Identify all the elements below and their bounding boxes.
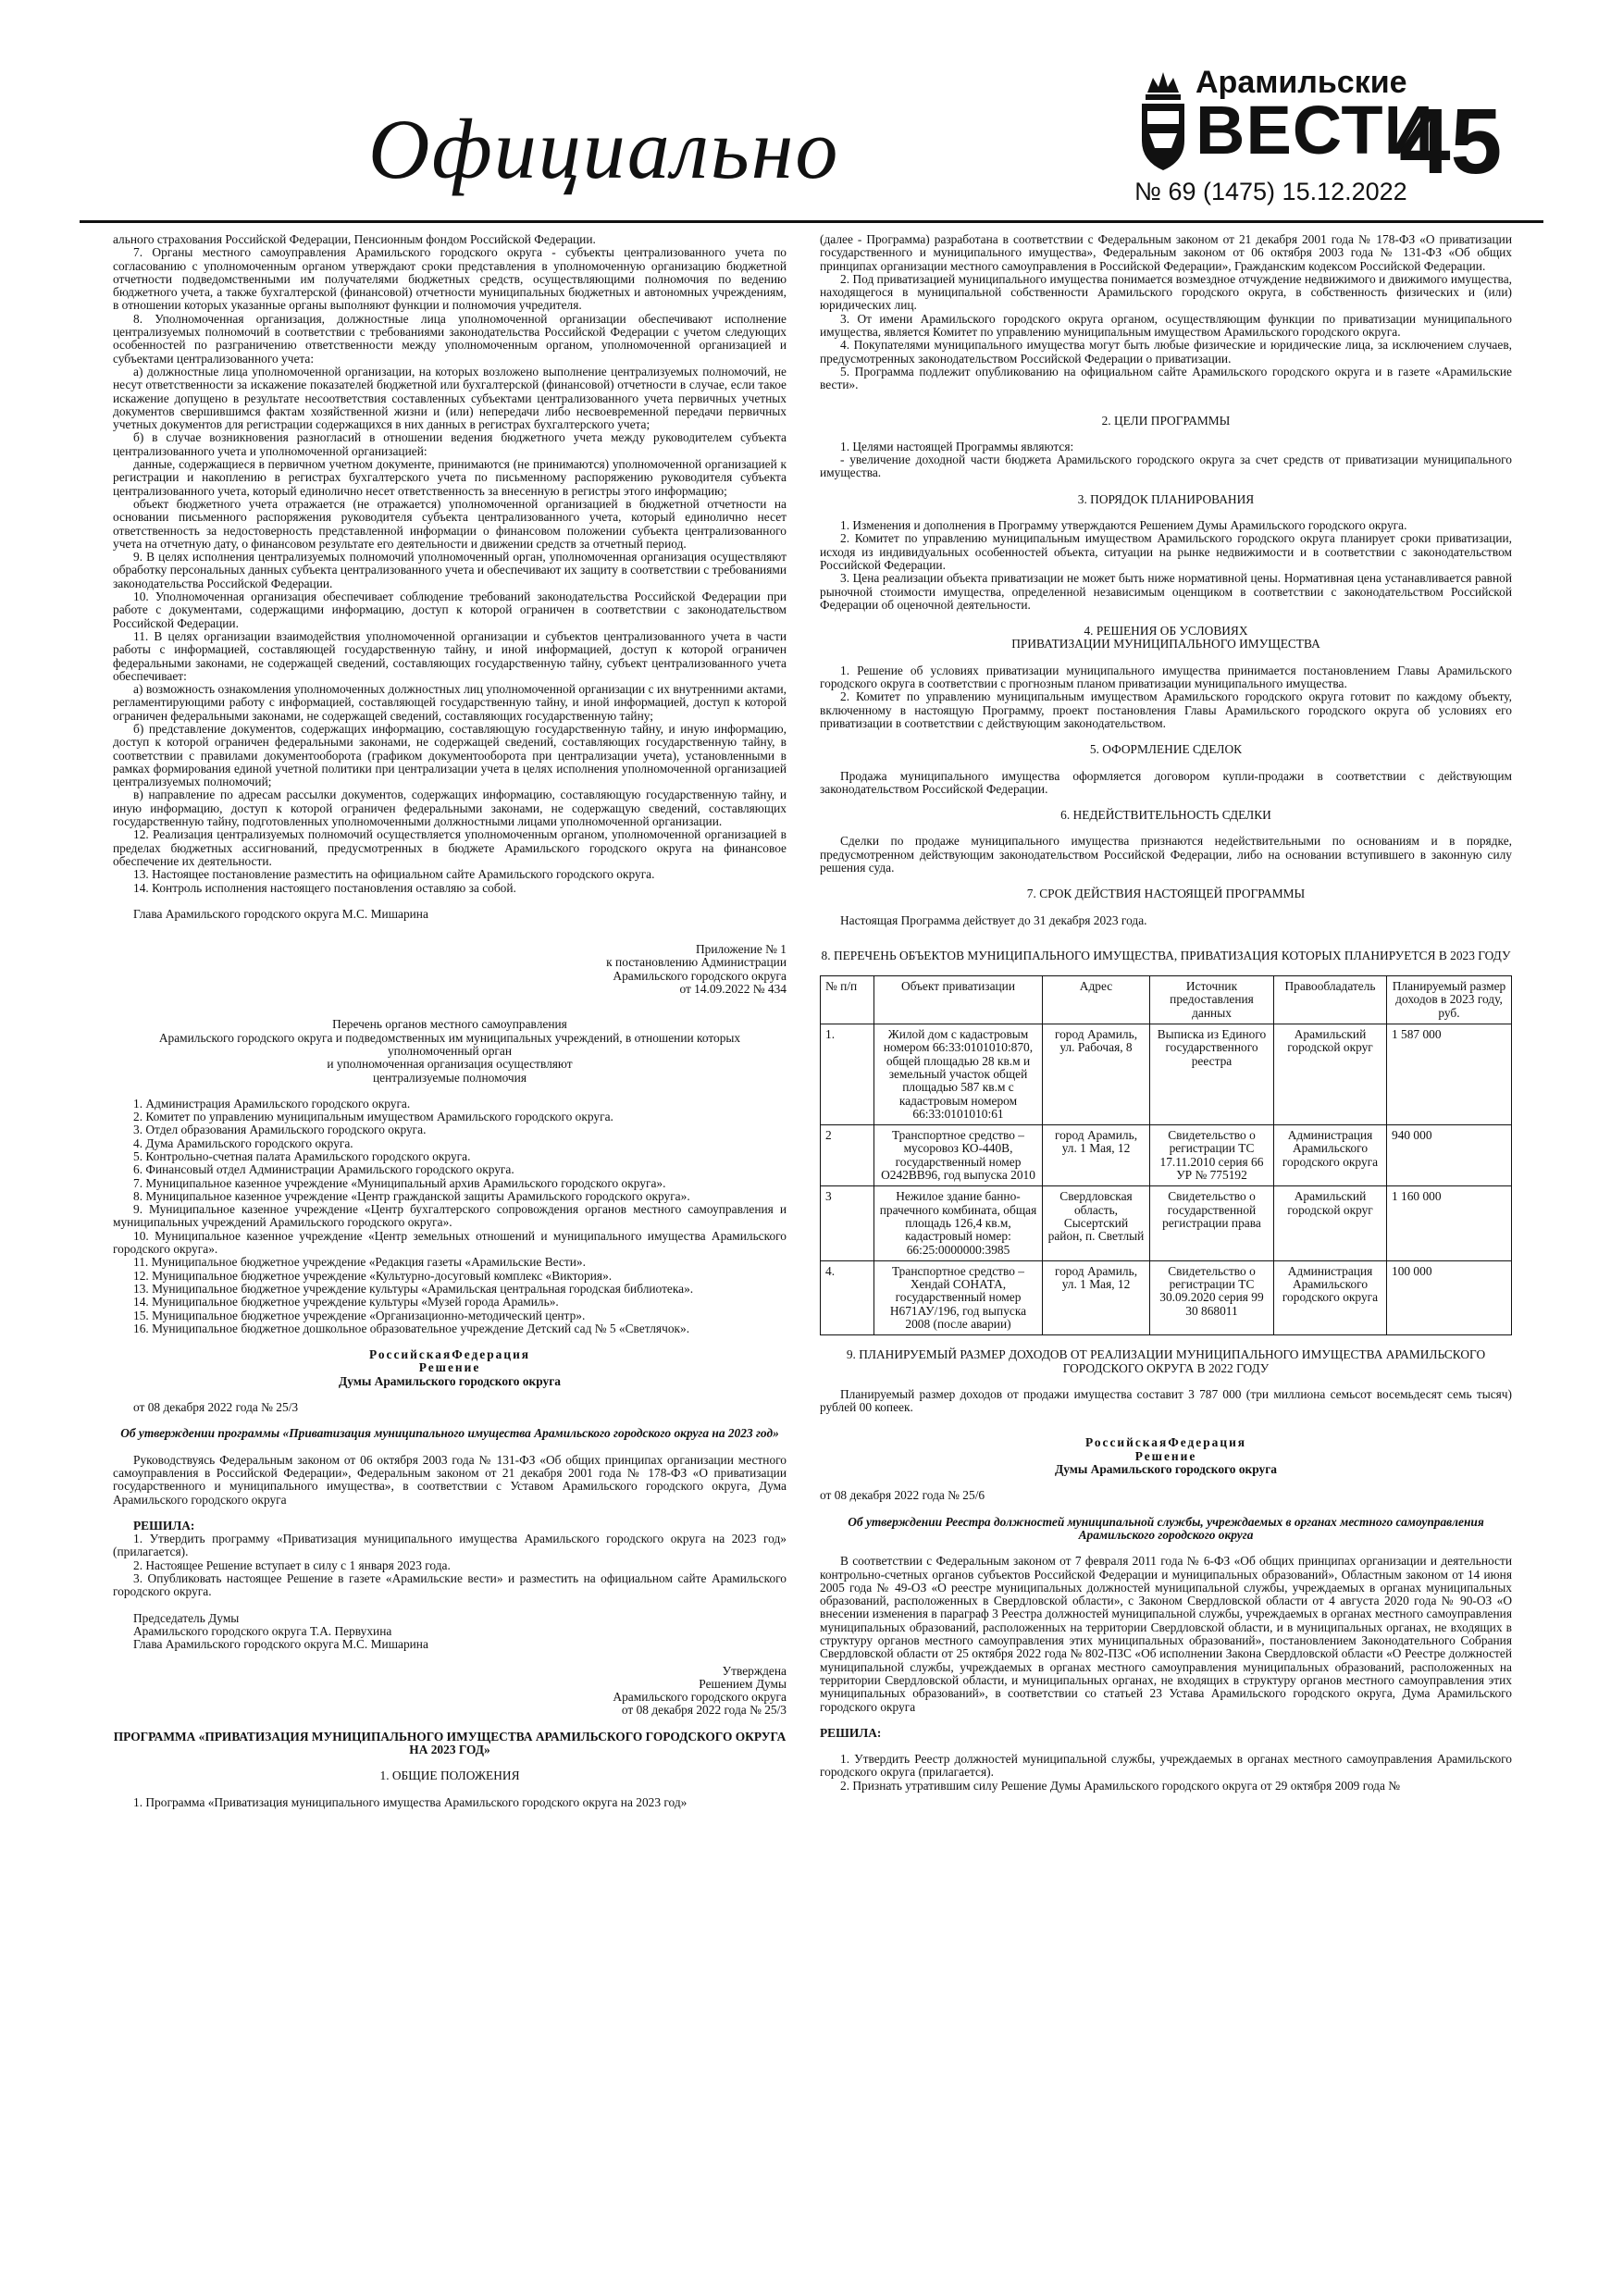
appendix-line: к постановлению Администрации <box>606 955 787 970</box>
paragraph: 14. Контроль исполнения настоящего постановления оставляю за собой. <box>133 880 516 895</box>
paragraph: 2. Под приватизацией муниципального имущества понимается возмездное отчуждение недвижимого и движимого имущества, находящегося в муниципальной собственности Арамильского городского округа, в собственность физических и (или) юридических лиц. <box>820 271 1512 313</box>
paragraph: 3. От имени Арамильского городского округа органом, осуществляющим функции по приватизации муниципального имущества, является Комитет по управлению муниципальным имуществом Арамильского городского округа. <box>820 311 1512 340</box>
duma-heading: Думы Арамильского городского округа <box>339 1373 561 1388</box>
table-cell: Администрация Арамильского городского округа <box>1274 1125 1387 1186</box>
paragraph: 2. Настоящее Решение вступает в силу с 1 января 2023 года. <box>133 1558 451 1572</box>
table-row <box>821 1024 1512 1125</box>
appendix-line: Приложение № 1 <box>695 942 787 957</box>
approval-line: Утверждена <box>722 1663 787 1678</box>
list-item: 16. Муниципальное бюджетное дошкольное образовательное учреждение Детский сад № 5 «Светлячок». <box>133 1321 690 1335</box>
paragraph: 1. Программа «Приватизация муниципального имущества Арамильского городского округа на 2023 год» <box>133 1794 688 1809</box>
signature: Председатель Думы <box>133 1610 240 1625</box>
list-title: Арамильского городского округа и подведомственных им муниципальных учреждений, в отношении которых уполномоченный орган <box>158 1030 741 1058</box>
table-cell: 1 160 000 <box>1387 1186 1512 1260</box>
decision-heading: Решение <box>418 1360 481 1375</box>
table-cell: Свидетельство о регистрации ТС 30.09.2020 серия 99 30 868011 <box>1150 1260 1274 1334</box>
list-item: 2. Комитет по управлению муниципальным имуществом Арамильского городского округа. <box>133 1110 613 1124</box>
masthead <box>0 0 1623 227</box>
paragraph: (далее - Программа) разработана в соответствии с Федеральным законом от 21 декабря 2001 года № 178-ФЗ «О приватизации государственного и муниципального имущества», Федеральным законом от 06 октября 2003 года № 131-ФЗ «Об общих принципах организации местного самоуправления в Российской Федерации», Гражданским кодексом Российской Федерации. <box>820 232 1512 273</box>
section-heading: 2. ЦЕЛИ ПРОГРАММЫ <box>1101 413 1231 428</box>
section-heading: 7. СРОК ДЕЙСТВИЯ НАСТОЯЩЕЙ ПРОГРАММЫ <box>1026 887 1306 901</box>
paragraph: 1. Целями настоящей Программы являются: <box>840 439 1074 453</box>
list-title: централизуемые полномочия <box>373 1070 527 1085</box>
list-title: Перечень органов местного самоуправления <box>332 1017 567 1032</box>
table-row <box>821 1260 1512 1334</box>
table-cell: Нежилое здание банно-прачечного комбината, общая площадь 126,4 кв.м, кадастровый номер: 66:25:0000000:3985 <box>874 1186 1043 1260</box>
signature: Глава Арамильского городского округа М.С. Мишарина <box>133 1637 428 1652</box>
table-header-cell: Адрес <box>1043 976 1150 1024</box>
table-header-cell: Правообладатель <box>1274 976 1387 1024</box>
list-item: 5. Контрольно-счетная палата Арамильского городского округа. <box>133 1149 471 1163</box>
list-item: 13. Муниципальное бюджетное учреждение культуры «Арамильская центральная городская библиотека». <box>133 1281 694 1296</box>
table-cell: 2 <box>821 1125 874 1186</box>
section-heading: 3. ПОРЯДОК ПЛАНИРОВАНИЯ <box>1077 491 1255 506</box>
issue-number: № 69 (1475) 15.12.2022 <box>1134 178 1407 205</box>
paragraph: Настоящая Программа действует до 31 декабря 2023 года. <box>840 912 1147 927</box>
list-item: 7. Муниципальное казенное учреждение «Муниципальный архив Арамильского городского округа». <box>133 1175 666 1190</box>
duma-heading: Думы Арамильского городского округа <box>1055 1462 1277 1477</box>
newspaper-logo <box>1134 65 1434 176</box>
resolved-heading: РЕШИЛА: <box>820 1725 882 1740</box>
decision-subject: Об утверждении программы «Приватизация муниципального имущества Арамильского городского округа на 2023 год» <box>120 1426 779 1441</box>
paragraph: - увеличение доходной части бюджета Арамильского городского округа за счет средств от приватизации муниципального имущества. <box>820 453 1512 480</box>
list-item: 15. Муниципальное бюджетное учреждение «Организационно-методический центр». <box>133 1308 586 1322</box>
coat-of-arms-icon <box>1134 65 1192 176</box>
section-heading: 1. ОБЩИЕ ПОЛОЖЕНИЯ <box>379 1769 520 1783</box>
table-header-cell: Объект приватизации <box>874 976 1043 1024</box>
page-number: 45 <box>1399 90 1503 193</box>
paragraph: 4. Покупателями муниципального имущества могут быть любые физические и юридические лица, за исключением случаев, предусмотренных законодательством Российской Федерации о приватизации. <box>820 338 1512 366</box>
paragraph: ального страхования Российской Федерации, Пенсионным фондом Российской Федерации. <box>113 232 596 246</box>
table-header-cell: Источник предоставления данных <box>1150 976 1274 1024</box>
brand-top: Арамильские <box>1196 65 1407 100</box>
paragraph: 13. Настоящее постановление разместить на официальном сайте Арамильского городского округа. <box>133 867 655 882</box>
list-item: 11. Муниципальное бюджетное учреждение «Редакция газеты «Арамильские Вести». <box>133 1255 586 1270</box>
table-cell: город Арамиль, ул. Рабочая, 8 <box>1043 1024 1150 1125</box>
table-cell: 1. <box>821 1024 874 1125</box>
paragraph: 2. Комитет по управлению муниципальным имуществом Арамильского городского округа готовит по каждому объекту, включенному в настоящую Программу, проект постановления Главы Арамильского городского округа об условиях его приватизации в соответствии с действующим законодательством. <box>820 689 1512 730</box>
decision-heading: Решение <box>1134 1448 1197 1463</box>
paragraph: 1. Изменения и дополнения в Программу утверждаются Решением Думы Арамильского городского округа. <box>840 518 1407 533</box>
table-row <box>821 1186 1512 1260</box>
table-cell: город Арамиль, ул. 1 Мая, 12 <box>1043 1125 1150 1186</box>
paragraph: 2. Комитет по управлению муниципальным имуществом Арамильского городского округа планирует сроки приватизации, исходя из индивидуальных особенностей объекта, ситуации на рынке недвижимости и в соответствии с законодательством Российской Федерации. <box>820 531 1512 572</box>
section-heading: 6. НЕДЕЙСТВИТЕЛЬНОСТЬ СДЕЛКИ <box>1060 808 1271 823</box>
paragraph: В соответствии с Федеральным законом от 7 февраля 2011 года № 6-ФЗ «Об общих принципах организации и деятельности контрольно-счетных органов субъектов Российской Федерации и муниципальных образований», Областным законом от 14 июня 2005 года № 49-ОЗ «О реестре муниципальных должностей муниципальной службы, учреждаемых в органах муниципальных образований, расположенных в Свердловской области», с Законом Свердловской области от 4 августа 2020 года № 90-ОЗ «О внесении изменения в параграф 3 Реестра должностей муниципальной службы, учреждаемых в органах местного самоуправления муниципальных образований, расположенных на территории Свердловской области, и в муниципальных органах, не входящих в структуру органов местного самоуправления этих муниципальных образований», постановлением Законодательного Собрания Свердловской области от 25 октября 2022 года № 802-ПЗС «Об исполнении Закона Свердловской области «О Реестре должностей муниципальной службы, учреждаемых в органах местного самоуправления муниципальных образований, расположенных на территории Свердловской области, и муниципальных органах, не входящих в структуру органов местного самоуправления этих муниципальных образований», в соответствии со статьей 23 Устава Арамильского городского округа, Дума Арамильского городского округа <box>820 1554 1512 1714</box>
section-heading: 8. ПЕРЕЧЕНЬ ОБЪЕКТОВ МУНИЦИПАЛЬНОГО ИМУЩЕСТВА, ПРИВАТИЗАЦИЯ КОТОРЫХ ПЛАНИРУЕТСЯ В 2023 ГОДУ <box>821 948 1511 962</box>
decision-date: от 08 декабря 2022 года № 25/3 <box>133 1400 299 1415</box>
paragraph: Продажа муниципального имущества оформляется договором купли-продажи в соответствии с действующим законодательством Российской Федерации. <box>820 768 1512 796</box>
table-cell: Транспортное средство – мусоровоз КО-440В, государственный номер О242ВВ96, год выпуска 2010 <box>874 1125 1043 1186</box>
list-item: 10. Муниципальное казенное учреждение «Центр земельных отношений и муниципального имущества Арамильского городского округа». <box>113 1228 787 1257</box>
paragraph: Руководствуясь Федеральным законом от 06 октября 2003 года № 131-ФЗ «Об общих принципах организации местного самоуправления в Российской Федерации», Федеральным законом от 21 декабря 2001 года № 178-ФЗ «О приватизации государственного и муниципального имущества», в соответствии с Уставом Арамильского городского округа, Дума Арамильского городского округа <box>113 1452 787 1507</box>
paragraph: б) в случае возникновения разногласий в отношении ведения бюджетного учета между руководителем субъекта централизованного учета и уполномоченной организацией: <box>113 430 787 458</box>
paragraph: 9. В целях исполнения централизуемых полномочий уполномоченный орган, уполномоченная организация осуществляют обработку персональных данных субъекта централизованного учета и обеспечивают их защиту в соответствии с требованиями законодательства Российской Федерации. <box>113 550 787 590</box>
approval-line: Решением Думы <box>699 1676 787 1691</box>
table-cell: Выписка из Единого государственного реестра <box>1150 1024 1274 1125</box>
country-heading: РоссийскаяФедерация <box>368 1347 531 1362</box>
header-divider <box>80 220 1543 223</box>
section-heading: 4. РЕШЕНИЯ ОБ УСЛОВИЯХ <box>1084 624 1248 639</box>
section-title: Официально <box>368 102 840 196</box>
paragraph: данные, содержащиеся в первичном учетном документе, принимаются (не принимаются) уполномоченной организацией к регистрации и накоплению в регистрах бухгалтерского учета по письменному распоряжению руководителя субъекта централизованного учета, который единолично несет ответственность за внесенную в регистры этого информацию; <box>113 457 787 498</box>
list-item: 9. Муниципальное казенное учреждение «Центр бухгалтерского сопровождения органов местного самоуправления и муниципальных учреждений Арамильского городского округа». <box>113 1202 787 1230</box>
decision-date: от 08 декабря 2022 года № 25/6 <box>820 1488 985 1503</box>
paragraph: 1. Решение об условиях приватизации муниципального имущества принимается постановлением Главы Арамильского городского округа в соответствии с прогнозным планом приватизации муниципального имущества. <box>820 663 1512 691</box>
table-cell: Свердловская область, Сысертский район, п. Светлый <box>1043 1186 1150 1260</box>
list-item: 1. Администрация Арамильского городского округа. <box>133 1096 411 1111</box>
table-cell: 3 <box>821 1186 874 1260</box>
table-cell: Жилой дом с кадастровым номером 66:33:0101010:870, общей площадью 28 кв.м и земельный участок общей площадью 587 кв.м с кадастровым номером 66:33:0101010:61 <box>874 1024 1043 1125</box>
table-cell: Транспортное средство – Хендай СОНАТА, государственный номер Н671АУ/196, год выпуска 2008 (после аварии) <box>874 1260 1043 1334</box>
table-cell: 1 587 000 <box>1387 1024 1512 1125</box>
list-title: и уполномоченная организация осуществляют <box>327 1057 573 1072</box>
appendix-line: Арамильского городского округа <box>613 968 787 983</box>
paragraph: 7. Органы местного самоуправления Арамильского городского округа - субъекты централизованного учета по согласованию с уполномоченным органом утверждают сроки представления в уполномоченную организацию бюджетной отчетности подведомственными им получателями бюджетных средств, осуществляющими полномочия по ведению бюджетного учета, а также бухгалтерской (финансовой) отчетности муниципальных бюджетных и автономных учреждениям, в отношении которых указанные органы выполняют функции и полномочия учредителя. <box>113 245 787 313</box>
list-item: 12. Муниципальное бюджетное учреждение «Культурно-досуговый комплекс «Виктория». <box>133 1268 613 1283</box>
list-item: 4. Дума Арамильского городского округа. <box>133 1136 353 1150</box>
paragraph: 10. Уполномоченная организация обеспечивает соблюдение требований законодательства Российской Федерации при работе с документами, содержащими информацию, доступ к которой ограничен в соответствии с законодательством Российской Федерации. <box>113 590 787 630</box>
paragraph: 11. В целях организации взаимодействия уполномоченной организации и субъектов централизованного учета в части работы с информацией, составляющей государственную тайну, и иной информацией, доступ к которой ограничен федеральными законами, не содержащей сведений, составляющих государственную тайну, субъект централизованного учета обеспечивает: <box>113 628 787 683</box>
table-cell: 100 000 <box>1387 1260 1512 1334</box>
list-item: 8. Муниципальное казенное учреждение «Центр гражданской защиты Арамильского городского округа». <box>133 1188 690 1203</box>
paragraph: 3. Опубликовать настоящее Решение в газете «Арамильские вести» и разместить на официальном сайте Арамильского городского округа. <box>113 1571 787 1599</box>
appendix-line: от 14.09.2022 № 434 <box>679 982 787 997</box>
table-cell: Арамильский городской округ <box>1274 1024 1387 1125</box>
left-column <box>113 233 787 1809</box>
brand-main: ВЕСТИ <box>1196 92 1434 168</box>
section-heading: 9. ПЛАНИРУЕМЫЙ РАЗМЕР ДОХОДОВ ОТ РЕАЛИЗАЦИИ МУНИЦИПАЛЬНОГО ИМУЩЕСТВА АРАМИЛЬСКОГО ГОРОДСКОГО ОКРУГА В 2022 ГОДУ <box>846 1347 1486 1375</box>
paragraph: объект бюджетного учета отражается (не отражается) уполномоченной организацией в бюджетной отчетности на основании письменного распоряжения руководителя субъекта централизованного учета, который единолично несет ответственность за недостоверность представленной информации о финансовом положении субъекта централизованного учета на отчетную дату, о финансовом результате его деятельности и движении средств за отчетный период. <box>113 496 787 551</box>
paragraph: а) должностные лица уполномоченной организации, на которых возложено выполнение централизуемых полномочий, не несут ответственности за искажение показателей бюджетной или бухгалтерской (финансовой) отчетности в случае, если такое искажение допущено в результате несоответствия составленных субъектами централизованного учета первичных учетных документов свершившимся фактам хозяйственной жизни и (или) непередачи либо несвоевременной передачи первичных учетных документов для регистрации содержащихся в них данных в регистрах бухгалтерского учета; <box>113 364 787 432</box>
section-heading: 5. ОФОРМЛЕНИЕ СДЕЛОК <box>1089 742 1243 757</box>
right-column <box>820 233 1512 1793</box>
paragraph: 5. Программа подлежит опубликованию на официальном сайте Арамильского городского округа и в газете «Арамильские вести». <box>820 364 1512 392</box>
decision-subject: Об утверждении Реестра должностей муниципальной службы, учреждаемых в органах местного самоуправления Арамильского городского округа <box>848 1514 1484 1542</box>
table-header-cell: № п/п <box>821 976 874 1024</box>
signature: Глава Арамильского городского округа М.С. Мишарина <box>133 906 428 921</box>
table-cell: 940 000 <box>1387 1125 1512 1186</box>
objects-table <box>820 975 1512 1335</box>
table-header-cell: Планируемый размер доходов в 2023 году, руб. <box>1387 976 1512 1024</box>
paragraph: Сделки по продаже муниципального имущества признаются недействительными по основаниям и в порядке, предусмотренном действующим законодательством Российской Федерации, либо на основании вступившего в законную силу решения суда. <box>820 834 1512 875</box>
paragraph: 1. Утвердить Реестр должностей муниципальной службы, учреждаемых в органах местного самоуправления Арамильского городского округа (прилагается). <box>820 1752 1512 1780</box>
program-title: ПРОГРАММА «ПРИВАТИЗАЦИЯ МУНИЦИПАЛЬНОГО ИМУЩЕСТВА АРАМИЛЬСКОГО ГОРОДСКОГО ОКРУГА НА 2023 ГОД» <box>113 1729 787 1756</box>
table-cell: Администрация Арамильского городского округа <box>1274 1260 1387 1334</box>
paragraph: Планируемый размер доходов от продажи имущества составит 3 787 000 (три миллиона семьсот восемьдесят семь тысяч) рублей 00 копеек. <box>820 1386 1512 1415</box>
paragraph: а) возможность ознакомления уполномоченных должностных лиц уполномоченной организации с их внутренними актами, регламентирующими работу с информацией, составляющей государственную тайну, и иной информацией, доступ к которой ограничен федеральными законами, не содержащей сведений, составляющих государственную тайну; <box>113 682 787 723</box>
list-item: 3. Отдел образования Арамильского городского округа. <box>133 1123 427 1137</box>
table-cell: 4. <box>821 1260 874 1334</box>
section-heading: ПРИВАТИЗАЦИИ МУНИЦИПАЛЬНОГО ИМУЩЕСТВА <box>1011 637 1320 652</box>
list-item: 6. Финансовый отдел Администрации Арамильского городского округа. <box>133 1162 514 1177</box>
paragraph: 8. Уполномоченная организация, должностные лица уполномоченной организации обеспечивают исполнение централизуемых полномочий в соответствии с требованиями законодательства Российской Федерации с учетом следующих особенностей по разграничению ответственности между уполномоченным органом, уполномоченной организацией и субъектами централизованного учета: <box>113 311 787 366</box>
approval-line: от 08 декабря 2022 года № 25/3 <box>621 1703 787 1718</box>
paragraph: 12. Реализация централизуемых полномочий осуществляется уполномоченным органом, уполномоченной организацией в пределах бюджетных ассигнований, предусмотренных в бюджете Арамильского городского округа на финансовое обеспечение их деятельности. <box>113 827 787 868</box>
list-item: 14. Муниципальное бюджетное учреждение культуры «Музей города Арамиль». <box>133 1295 559 1309</box>
paragraph: 3. Цена реализации объекта приватизации не может быть ниже нормативной цены. Нормативная цена устанавливается равной рыночной стоимости имущества, определенной независимым оценщиком в соответствии с законодательством Российской Федерации об оценочной деятельности. <box>820 571 1512 612</box>
paragraph: 2. Признать утратившим силу Решение Думы Арамильского городского округа от 29 октября 2009 года № <box>840 1778 1401 1793</box>
signature: Арамильского городского округа Т.А. Первухина <box>133 1623 392 1638</box>
table-cell: Свидетельство о государственной регистрации права <box>1150 1186 1274 1260</box>
table-cell: Арамильский городской округ <box>1274 1186 1387 1260</box>
approval-line: Арамильского городского округа <box>613 1690 787 1705</box>
table-cell: город Арамиль, ул. 1 Мая, 12 <box>1043 1260 1150 1334</box>
paragraph: в) направление по адресам рассылки документов, содержащих информацию, составляющую государственную тайну, и иную информацию, доступ к которой ограничен федеральными законами, не содержащую сведений, составляющих государственную тайну, подготовленных уполномоченными должностными лицами уполномоченной организации. <box>113 788 787 829</box>
paragraph: 1. Утвердить программу «Приватизация муниципального имущества Арамильского городского округа на 2023 год» (прилагается). <box>113 1532 787 1559</box>
table-header-row <box>821 976 1512 1024</box>
country-heading: РоссийскаяФедерация <box>1084 1435 1247 1450</box>
resolved-heading: РЕШИЛА: <box>133 1518 195 1533</box>
table-cell: Свидетельство о регистрации ТС 17.11.2010 серия 66 УР № 775192 <box>1150 1125 1274 1186</box>
paragraph: б) представление документов, содержащих информацию, составляющую государственную тайну, и иную информацию, доступ к которой ограничен федеральными законами, не содержащей сведений, составляющих государственную тайну, в соответствии с правилами документооборота (графиком документооборота при централизации учета), установленными в рамках формирования единой учетной политики при централизации учета в целях исполнения уполномоченной организацией централизуемых полномочий; <box>113 721 787 789</box>
table-row <box>821 1125 1512 1186</box>
